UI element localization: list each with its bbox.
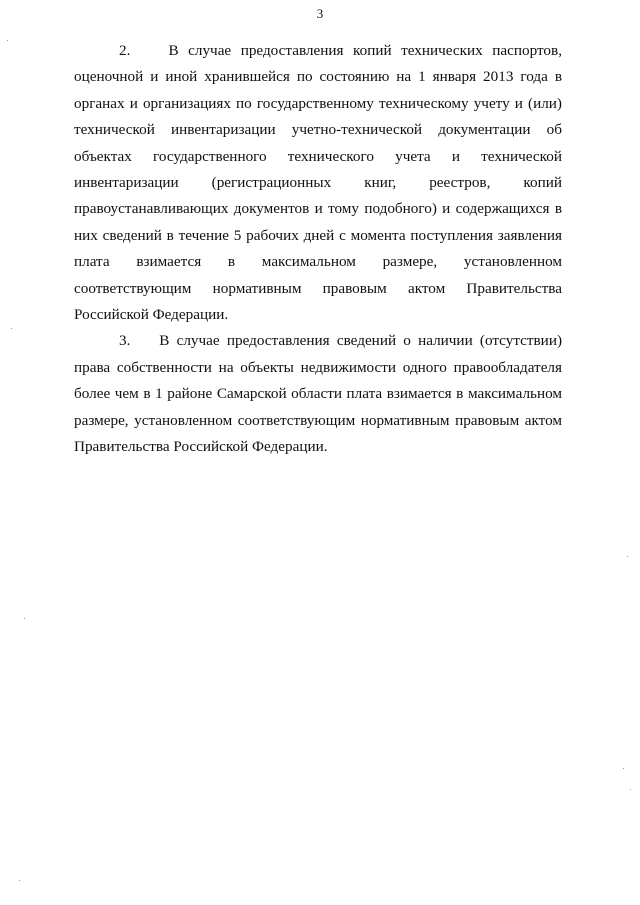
scan-speck xyxy=(7,40,8,41)
scan-speck xyxy=(19,880,20,881)
paragraph-3-text: В случае предоставления сведений о наличии (отсутствии) права собственности на объекты недвижимости одного правообладателя более чем в 1 районе Самарской области плата взимается в максимальном размере, установленном соответствующим нормативным правовым актом Правительства Российской Федерации. xyxy=(74,332,562,456)
scan-speck xyxy=(24,618,25,619)
paragraph-3-number: 3. xyxy=(119,332,131,350)
paragraph-2-number: 2. xyxy=(119,42,131,59)
paragraph-3 xyxy=(74,328,562,460)
document-body xyxy=(74,38,562,461)
paragraph-2 xyxy=(74,38,562,328)
scan-speck xyxy=(630,789,631,790)
paragraph-2-text: В случае предоставления копий технических паспортов, оценочной и иной хранившейся по состоянию на 1 января 2013 года в органах и организациях по государственному техническому учету и (или) технической инвентаризации учетно-технической документации об объектах государственного технического учета и технической инвентаризации (регистрационных книг, реестров, копий правоустанавливающих документов и тому подобного) и содержащихся в них сведений в течение 5 рабочих дней с момента поступления заявления плата взимается в максимальном размере, установленном соответствующим нормативным правовым актом Правительства Российской Федерации. xyxy=(74,42,562,324)
scan-speck xyxy=(11,328,12,329)
scan-speck xyxy=(623,768,624,769)
scan-speck xyxy=(627,556,628,557)
page-number: 3 xyxy=(316,6,324,21)
